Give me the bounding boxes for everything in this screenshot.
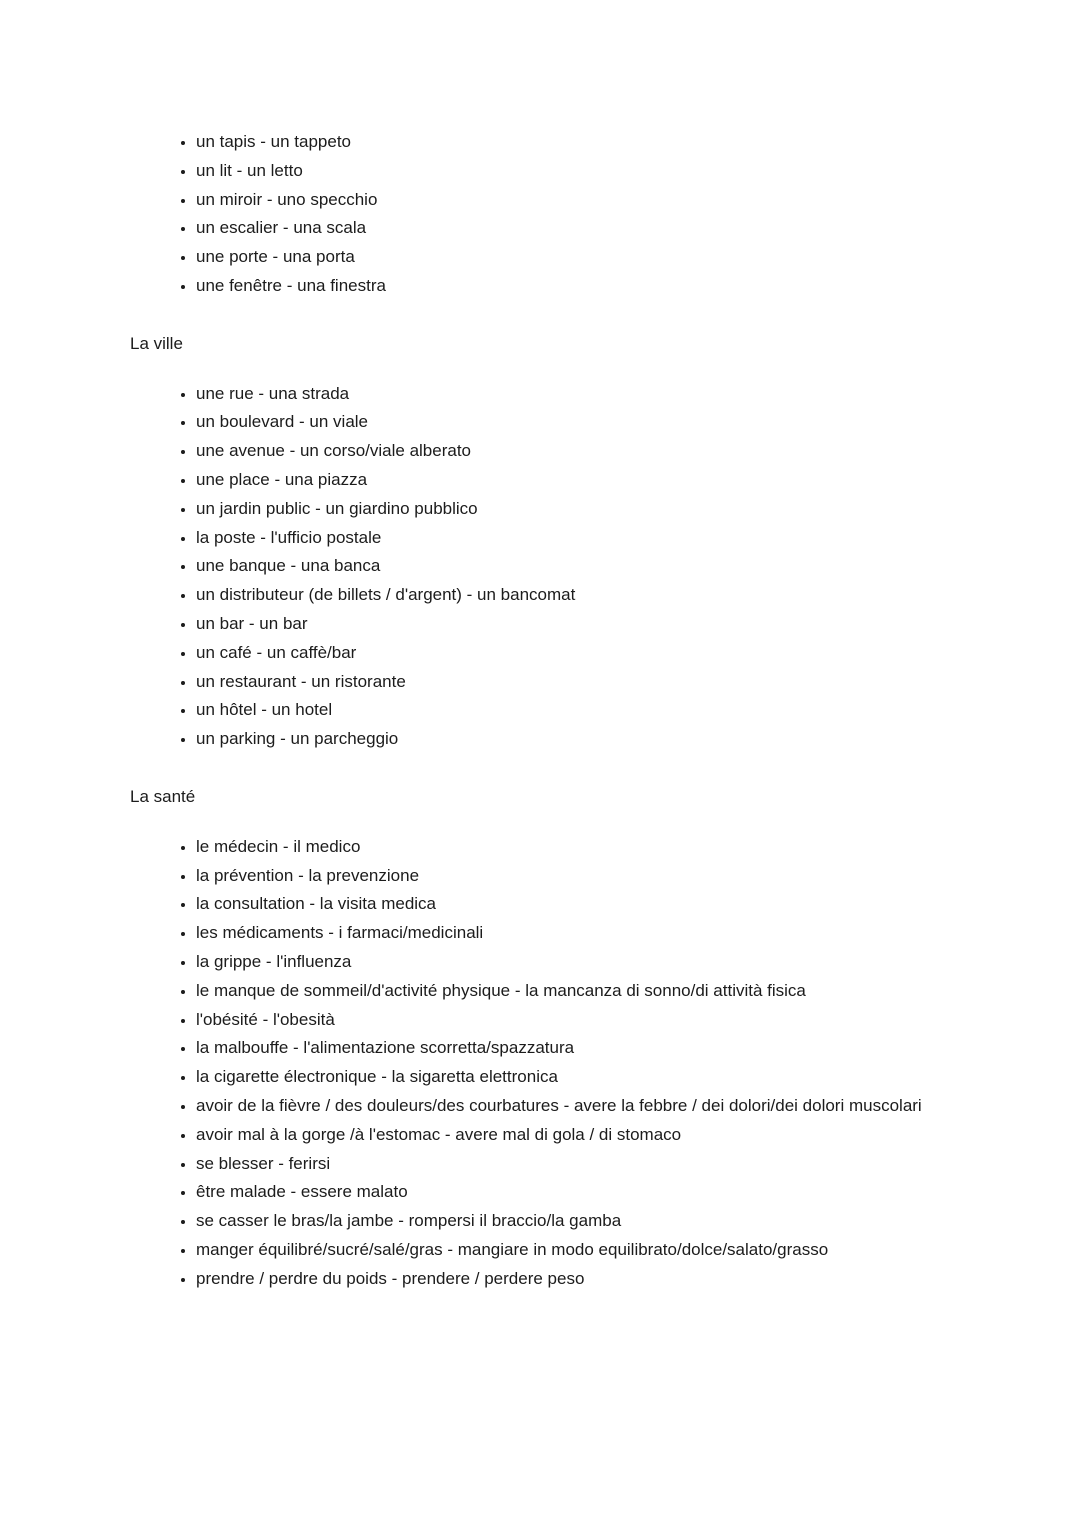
list-item: • la prévention - la prevenzione — [196, 862, 936, 891]
list-item: • une place - una piazza — [196, 466, 936, 495]
list-item: • un jardin public - un giardino pubblico — [196, 495, 936, 524]
vocab-list — [130, 380, 936, 754]
list-item: • la consultation - la visita medica — [196, 890, 936, 919]
list-item: • le manque de sommeil/d'activité physique - la mancanza di sonno/di attività fisica — [196, 977, 936, 1006]
list-item: • être malade - essere malato — [196, 1178, 936, 1207]
list-item: • un distributeur (de billets / d'argent) - un bancomat — [196, 581, 936, 610]
vocab-list — [130, 128, 936, 301]
list-item: • un café - un caffè/bar — [196, 639, 936, 668]
list-item: • un lit - un letto — [196, 157, 936, 186]
vocab-section — [130, 783, 980, 1294]
list-item: • un parking - un parcheggio — [196, 725, 936, 754]
list-item: • avoir mal à la gorge /à l'estomac - avere mal di gola / di stomaco — [196, 1121, 936, 1150]
list-item: • prendre / perdre du poids - prendere / perdere peso — [196, 1265, 936, 1294]
list-item: • une avenue - un corso/viale alberato — [196, 437, 936, 466]
list-item: • un hôtel - un hotel — [196, 696, 936, 725]
list-item: • la cigarette électronique - la sigaretta elettronica — [196, 1063, 936, 1092]
list-item: • une banque - una banca — [196, 552, 936, 581]
list-item: • se blesser - ferirsi — [196, 1150, 936, 1179]
list-item: • un escalier - una scala — [196, 214, 936, 243]
list-item: • la malbouffe - l'alimentazione scorretta/spazzatura — [196, 1034, 936, 1063]
list-item: • se casser le bras/la jambe - rompersi il braccio/la gamba — [196, 1207, 936, 1236]
vocab-section — [130, 128, 980, 301]
list-item: • une rue - una strada — [196, 380, 936, 409]
list-item: • avoir de la fièvre / des douleurs/des courbatures - avere la febbre / dei dolori/dei dolori muscolari — [196, 1092, 936, 1121]
list-item: • la poste - l'ufficio postale — [196, 524, 936, 553]
list-item: • un bar - un bar — [196, 610, 936, 639]
section-heading: La ville — [130, 333, 183, 353]
list-item: • l'obésité - l'obesità — [196, 1006, 936, 1035]
vocab-list — [130, 833, 936, 1294]
list-item: • un tapis - un tappeto — [196, 128, 936, 157]
list-item: • un miroir - uno specchio — [196, 186, 936, 215]
list-item: • une porte - una porta — [196, 243, 936, 272]
list-item: • un boulevard - un viale — [196, 408, 936, 437]
list-item: • le médecin - il medico — [196, 833, 936, 862]
list-item: • les médicaments - i farmaci/medicinali — [196, 919, 936, 948]
list-item: • un restaurant - un ristorante — [196, 668, 936, 697]
section-heading: La santé — [130, 786, 196, 806]
list-item: • une fenêtre - una finestra — [196, 272, 936, 301]
list-item: • la grippe - l'influenza — [196, 948, 936, 977]
list-item: • manger équilibré/sucré/salé/gras - mangiare in modo equilibrato/dolce/salato/grasso — [196, 1236, 936, 1265]
vocab-section — [130, 330, 980, 754]
